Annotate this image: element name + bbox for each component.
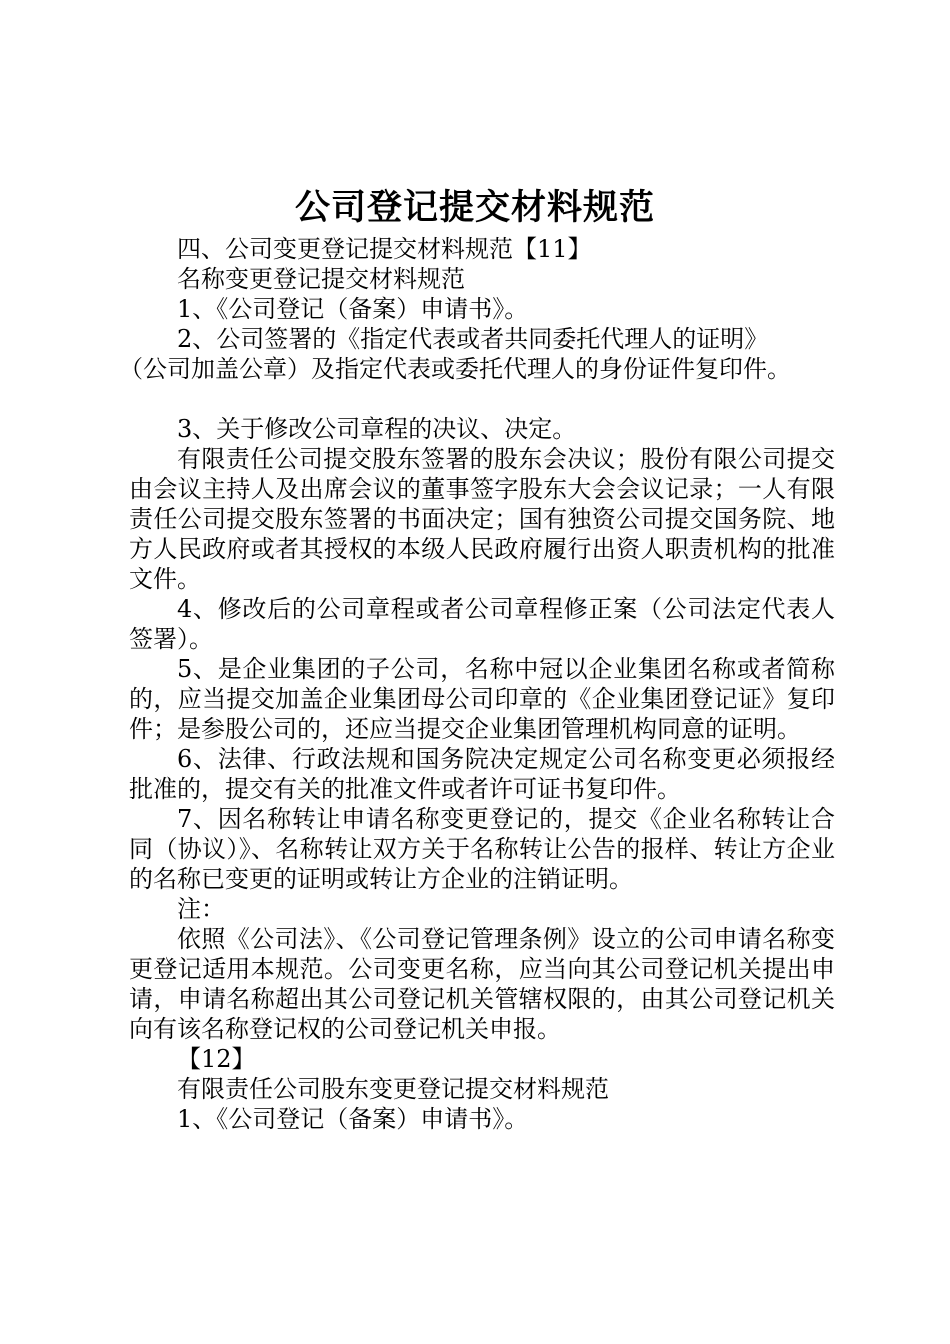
list-item: 7、因名称转让申请名称变更登记的，提交《企业名称转让合同（协议）》、名称转让双方关于名称转让公告的报样、转让方企业的名称已变更的证明或转让方企业的注销证明。 — [129, 805, 835, 893]
subsection-heading: 名称变更登记提交材料规范 — [177, 265, 465, 293]
list-item: 2、公司签署的《指定代表或者共同委托代理人的证明》 — [177, 325, 769, 353]
paragraph: 依照《公司法》、《公司登记管理条例》设立的公司申请名称变更登记适用本规范。公司变更名称，应当向其公司登记机关提出申请，申请名称超出其公司登记机关管辖权限的，由其公司登记机关向有该名称登记权的公司登记机关申报。 — [129, 925, 835, 1043]
section-marker: 【12】 — [177, 1045, 256, 1073]
list-item-continuation: （公司加盖公章）及指定代表或委托代理人的身份证件复印件。 — [119, 355, 791, 383]
list-item: 3、关于修改公司章程的决议、决定。 — [177, 415, 577, 443]
list-item: 5、是企业集团的子公司，名称中冠以企业集团名称或者简称的，应当提交加盖企业集团母公司印章的《企业集团登记证》复印件；是参股公司的，还应当提交企业集团管理机构同意的证明。 — [129, 655, 835, 743]
note-label: 注： — [177, 895, 225, 923]
document-title: 公司登记提交材料规范 — [294, 188, 655, 228]
paragraph: 有限责任公司提交股东签署的股东会决议；股份有限公司提交由会议主持人及出席会议的董事签字股东大会会议记录；一人有限责任公司提交股东签署的书面决定；国有独资公司提交国务院、地方人民政府或者其授权的本级人民政府履行出资人职责机构的批准文件。 — [129, 445, 835, 593]
list-item: 1、《公司登记（备案）申请书》。 — [177, 1105, 529, 1133]
section-heading: 四、公司变更登记提交材料规范【11】 — [177, 235, 592, 263]
subsection-heading: 有限责任公司股东变更登记提交材料规范 — [177, 1075, 609, 1103]
list-item: 4、修改后的公司章程或者公司章程修正案（公司法定代表人签署）。 — [129, 595, 835, 653]
blank-line — [129, 384, 835, 414]
list-item: 1、《公司登记（备案）申请书》。 — [177, 295, 529, 323]
list-item: 6、法律、行政法规和国务院决定规定公司名称变更必须报经批准的，提交有关的批准文件或者许可证书复印件。 — [129, 745, 835, 803]
document-body — [119, 234, 835, 1134]
